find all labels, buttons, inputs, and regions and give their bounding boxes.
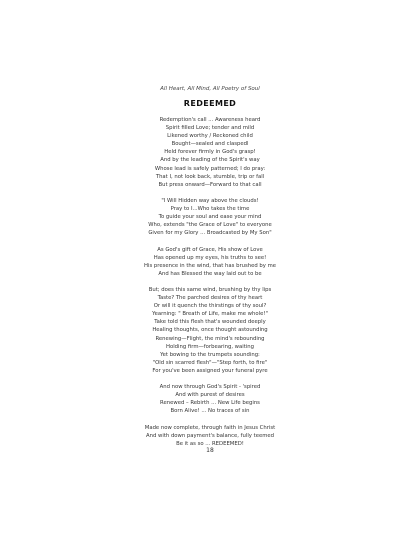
- stanza: [0, 246, 420, 278]
- poem-line: Whose lead is safely patterned; I do pray:: [154, 165, 266, 172]
- poem-line: Born Alive! ... No traces of sin: [170, 408, 250, 415]
- poem-line: Or will it quench the thirstings of thy soul?: [153, 303, 267, 310]
- poem-line: Given for my Glory ... Broadcasted by My Son": [148, 230, 272, 237]
- stanza: [0, 424, 420, 448]
- poem-line: Be it as so ... REDEEMED!: [176, 440, 244, 447]
- poem-line: And now through God's Spirit - 'spired: [159, 384, 261, 391]
- poem-line: Held forever firmly in God's grasp!: [164, 149, 256, 156]
- poem-line: But; does this same wind, brushing by thy lips: [148, 286, 272, 293]
- poem-body: [0, 116, 420, 456]
- page-number: 18: [206, 447, 214, 454]
- poem-line: Who, extends "the Grace of Love" to everyone: [148, 222, 272, 229]
- poem-line: "Old sin scarred flesh"—"Step forth, to fire": [152, 359, 268, 366]
- poem-line: Likened worthy / Reckoned child: [167, 133, 253, 140]
- poem-line: Taste? The parched desires of thy heart: [157, 295, 263, 302]
- poem-line: But press onward—Forward to that call: [158, 181, 262, 188]
- poem-line: And has Blessed the way laid out to be: [158, 270, 262, 277]
- poem-line: And with down payment's balance, fully teemed: [146, 432, 274, 439]
- stanza: [0, 286, 420, 375]
- poem-line: Holding firm—forbearing, waiting: [165, 343, 254, 350]
- poem-line: Renewed – Rebirth ... New Life begins: [160, 400, 260, 407]
- poem-line: Made now complete, through faith in Jesus Christ: [144, 424, 276, 431]
- poem-line: Yet bowing to the trumpets sounding:: [160, 351, 260, 358]
- stanza: [0, 197, 420, 237]
- poem-line: And by the leading of the Spirit's way: [160, 157, 260, 164]
- poem-line: That I, not look back, stumble, trip or fall: [155, 173, 265, 180]
- poem-line: As God's gift of Grace, His show of Love: [157, 246, 263, 253]
- poem-line: For you've been assigned your funeral pyre: [152, 367, 268, 374]
- poem-line: Bought—sealed and claspedl: [171, 141, 249, 148]
- poem-line: To guide your soul and ease your mind: [158, 214, 262, 221]
- poem-line: Has opened up my eyes, his truths to see!: [153, 254, 267, 261]
- stanza: [0, 116, 420, 189]
- poem-line: Take told this flesh that's wounded deeply: [154, 319, 266, 326]
- poem-title: REDEEMED: [183, 99, 237, 108]
- poem-line: Renewing—Flight, the mind's rebounding: [155, 335, 265, 342]
- poem-line: And with purest of desires: [175, 392, 245, 399]
- poem-line: "I Will Hidden way above the clouds!: [161, 197, 259, 204]
- poem-line: Pray to I...Who takes the time: [170, 206, 250, 213]
- stanza: [0, 383, 420, 415]
- running-head: All Heart, All Mind, All Poetry of Soul: [160, 86, 260, 92]
- poem-line: Yearning: " Breath of Life, make me whole!": [152, 311, 268, 318]
- poem-line: Redemption's call ... Awareness heard: [159, 117, 261, 123]
- poem-line: Spirit filled Love; tender and mild: [165, 125, 255, 132]
- poem-line: His presence in the wind, that has brushed by me: [144, 262, 276, 269]
- poem-line: Healing thoughts, once thought astounding: [152, 327, 268, 334]
